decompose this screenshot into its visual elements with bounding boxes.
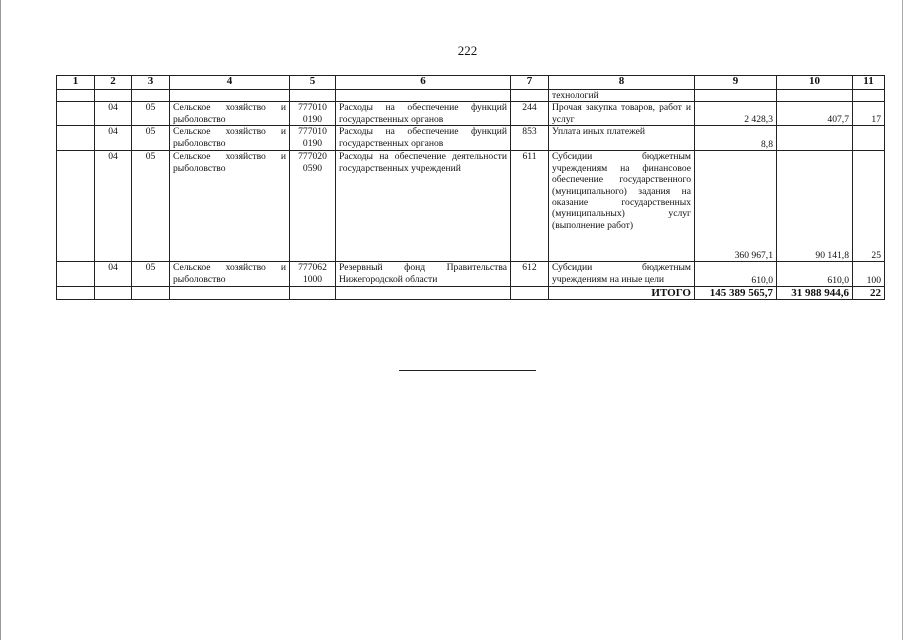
percent-value [853,126,885,151]
table-row [57,151,885,262]
actual-value: 407,7 [777,102,853,126]
subsection-code: 05 [132,151,170,262]
table-row [57,126,885,151]
end-of-document-rule [399,370,536,371]
expense-type-code: 612 [511,262,549,287]
scan-right-edge [902,0,903,640]
target-article-code: 777010 0190 [290,102,336,126]
expense-type-cell: Уплата иных платежей [549,126,695,151]
expense-type-code: 853 [511,126,549,151]
section-name: Сельское хозяйство и рыболовство [170,102,290,126]
total-actual-value: 31 988 944,6 [777,287,853,300]
article-name: Расходы на обеспечение деятельности государственных учреждений [336,151,511,262]
column-header: 1 [57,76,95,90]
subsection-code: 05 [132,126,170,151]
section-name: Сельское хозяйство и рыболовство [170,262,290,287]
percent-value: 25 [853,151,885,262]
article-name: Резервный фонд Правительства Нижегородской области [336,262,511,287]
expense-type-cell: Прочая закупка товаров, работ и услуг [549,102,695,126]
subsection-code: 05 [132,102,170,126]
percent-value: 100 [853,262,885,287]
section-code: 04 [95,151,132,262]
budget-table [56,75,885,300]
target-article-code: 777010 0190 [290,126,336,151]
section-name: Сельское хозяйство и рыболовство [170,126,290,151]
table-header-row [57,76,885,90]
column-header: 11 [853,76,885,90]
expense-type-code: 244 [511,102,549,126]
plan-value: 8,8 [695,126,777,151]
total-row [57,287,885,300]
actual-value: 90 141,8 [777,151,853,262]
table-row [57,262,885,287]
subsection-code: 05 [132,262,170,287]
continuation-row [57,90,885,102]
actual-value: 610,0 [777,262,853,287]
expense-type-code: 611 [511,151,549,262]
section-name: Сельское хозяйство и рыболовство [170,151,290,262]
percent-value: 17 [853,102,885,126]
column-header: 3 [132,76,170,90]
column-header: 8 [549,76,695,90]
article-name: Расходы на обеспечение функций государственных органов [336,102,511,126]
table-row [57,102,885,126]
target-article-code: 777020 0590 [290,151,336,262]
total-percent-value: 22 [853,287,885,300]
expense-type-cell: Субсидии бюджетным учреждениям на иные цели [549,262,695,287]
scan-left-edge [0,0,1,640]
column-header: 9 [695,76,777,90]
plan-value: 610,0 [695,262,777,287]
section-code: 04 [95,262,132,287]
plan-value: 2 428,3 [695,102,777,126]
article-name: Расходы на обеспечение функций государственных органов [336,126,511,151]
total-label: ИТОГО [549,287,695,300]
target-article-code: 777062 1000 [290,262,336,287]
actual-value [777,126,853,151]
expense-type-cell: технологий [549,90,695,102]
column-header: 10 [777,76,853,90]
column-header: 4 [170,76,290,90]
column-header: 6 [336,76,511,90]
column-header: 2 [95,76,132,90]
section-code: 04 [95,126,132,151]
column-header: 5 [290,76,336,90]
section-code: 04 [95,102,132,126]
column-header: 7 [511,76,549,90]
plan-value: 360 967,1 [695,151,777,262]
total-plan-value: 145 389 565,7 [695,287,777,300]
page-number: 222 [457,43,478,58]
expense-type-cell: Субсидии бюджетным учреждениям на финансовое обеспечение государственного (муниципального) задания на оказание государственных (муниципальных) услуг (выполнение работ) [549,151,695,262]
